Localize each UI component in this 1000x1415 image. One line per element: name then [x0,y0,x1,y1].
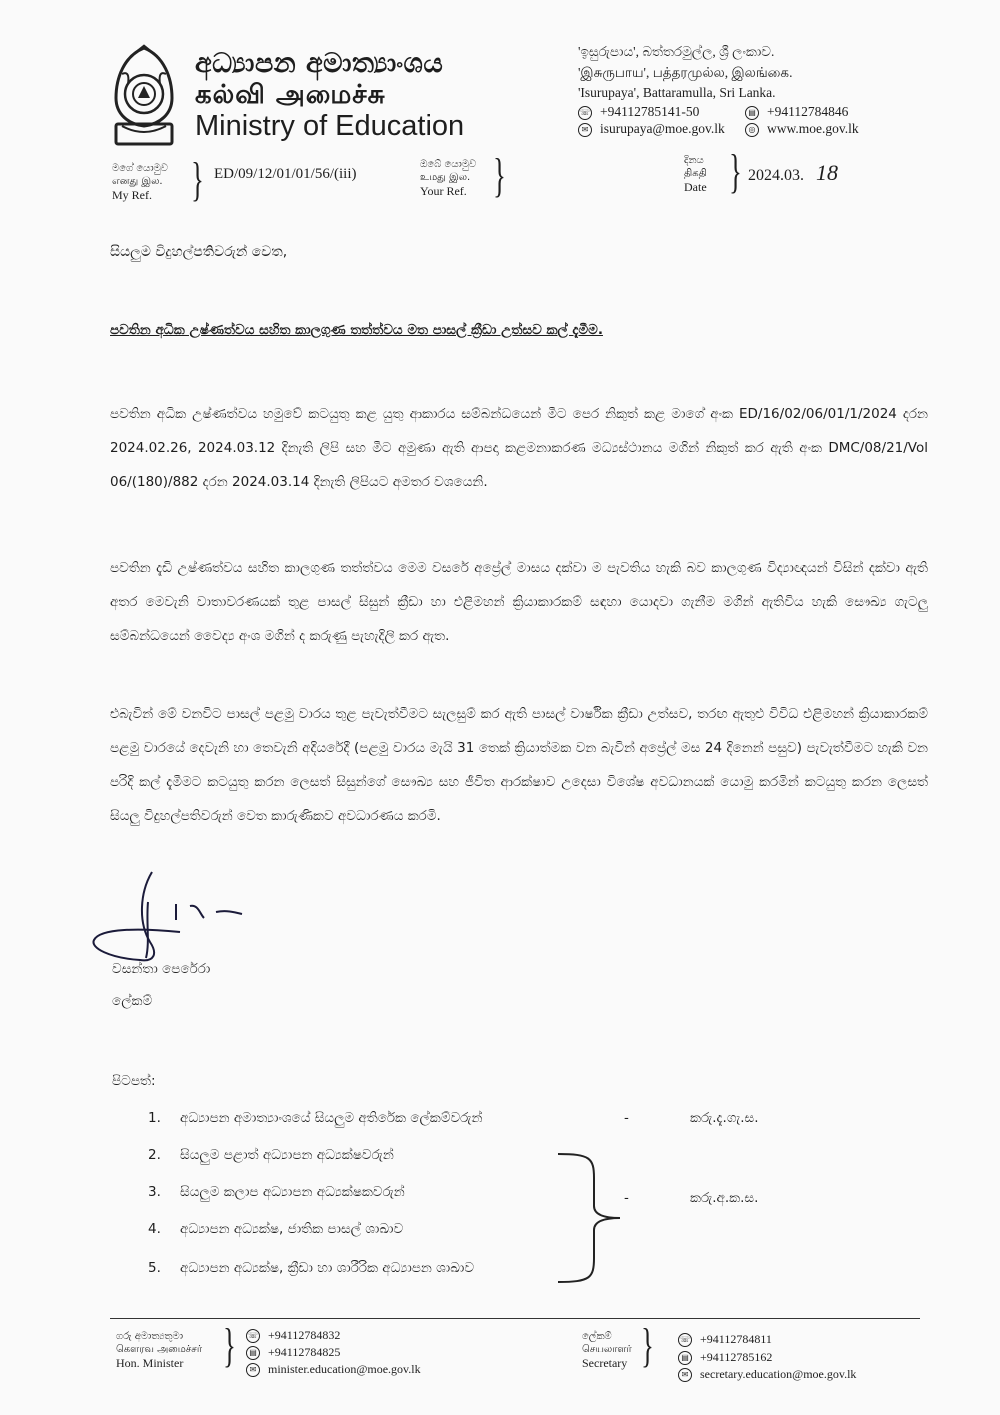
address-english: 'Isurupaya', Battaramulla, Sri Lanka. [578,85,776,100]
brace: } [641,1319,654,1372]
header-email-row [578,121,725,137]
phone-icon: ☏ [246,1329,260,1343]
your-ref-label-ta: உமது இல. [420,172,471,183]
copy-action: කරු.දැ.ගැ.ස. [690,1110,759,1126]
subject-line: පවතින අධික උෂ්ණත්වය සහිත කාලගුණ තත්ත්වය මත පාසල් ක්‍රීඩා උත්සව කල් දැමීම. [110,322,603,338]
your-ref-label-en: Your Ref. [420,184,467,198]
secretary-fax: +94112785162 [700,1350,773,1364]
minister-phone: +94112784832 [268,1328,341,1342]
my-ref-label-ta: எனது இல. [112,176,163,187]
brace: } [493,149,506,202]
header-phone-row [578,104,699,120]
secretary-label-ta: செயலாளர் [582,1344,632,1355]
copy-number: 4. [148,1221,161,1237]
header-email: isurupaya@moe.gov.lk [600,121,725,136]
signer-title: ලේකම් [112,993,153,1009]
copy-text: සියලුම පළාත් අධ්‍යාපන අධ්‍යක්ෂවරුන් [180,1147,394,1163]
minister-email: minister.education@moe.gov.lk [268,1362,421,1376]
header-phone: +94112785141-50 [600,104,700,119]
my-ref-value: ED/09/12/01/01/56/(iii) [214,166,357,182]
ministry-name-english: Ministry of Education [195,110,465,142]
email-icon: ✉ [246,1363,260,1377]
my-ref-label-si: මගේ යොමුව [112,163,168,174]
copy-item-1 [148,1110,482,1126]
my-ref-label-en: My Ref. [112,188,152,202]
date-day-handwritten: 18 [816,160,838,185]
copy-item-2 [148,1147,394,1163]
brace: } [223,1319,236,1372]
secretary-email-row [678,1367,856,1382]
brace: } [729,145,742,198]
signer-name: වසන්තා පෙරේරා [112,961,211,977]
address-tamil: 'இசுருபாய', பத்தரமுல்ல, இலங்கை. [578,65,793,80]
group-action: කරු.අ.ක.ස. [690,1190,759,1206]
date-label-ta: திகதி [684,168,707,179]
ministry-name-sinhala: අධ්‍යාපන අමාත්‍යාංශය [195,48,444,79]
copy-number: 1. [148,1110,161,1126]
minister-phone-row [246,1328,340,1343]
copy-item-5 [148,1260,474,1276]
email-icon: ✉ [678,1368,692,1382]
minister-email-row [246,1362,421,1377]
ministry-emblem [108,44,180,148]
phone-icon: ☏ [678,1333,692,1347]
header-fax-row [745,104,848,120]
body-paragraph-1: පවතින අධික උෂ්ණත්වය හමුවේ කටයුතු කළ යුතු ආකාරය සම්බන්ධයෙන් මීට පෙර නිකුත් කළ මාගේ අංක ED/16/02/06/01/1/2024 දරන 2024.02.26, 2024.03.12 දිනැති ලිපි සහ මීට අමුණා ඇති ආපදා කළමනාකරණ මධ්‍යස්ථානය මගින් නිකුත් කර ඇති අංක DMC/08/21/Vol 06/(180)/882 දරන 2024.03.14 දිනැති ලිපියට අමතර වශයෙනි. [110,406,928,490]
copy-dash: - [624,1110,629,1126]
copy-number: 3. [148,1184,161,1200]
your-ref-labels [420,158,476,199]
ministry-name-tamil: கல்வி அமைச்சு [195,80,386,110]
address-sinhala: 'ඉසුරුපාය', බත්තරමුල්ල, ශ්‍රී ලංකාව. [578,44,775,59]
email-icon: ✉ [578,123,592,137]
secretary-fax-row [678,1350,772,1365]
secretary-email: secretary.education@moe.gov.lk [700,1367,857,1381]
copy-item-3 [148,1184,405,1200]
copy-number: 2. [148,1147,161,1163]
date-printed: 2024.03. [748,167,804,184]
header-web-row [745,121,859,137]
copy-text: අධ්‍යාපන අමාත්‍යාංශයේ සියලුම අතිරේක ලේකම්වරුන් [180,1110,483,1126]
date-labels [684,154,707,195]
copies-heading: පිටපත්: [112,1073,156,1089]
web-icon: ◎ [745,123,759,137]
minister-fax: +94112784825 [268,1345,341,1359]
date-value [748,160,838,186]
footer-minister-labels [116,1330,202,1371]
secretary-phone-row [678,1332,772,1347]
salutation: සියලුම විදුහල්පතිවරුන් වෙත, [110,244,288,260]
minister-label-ta: கௌரவ அமைச்சர் [116,1344,203,1355]
handwritten-signature [80,862,270,972]
minister-label-en: Hon. Minister [116,1356,184,1370]
secretary-phone: +94112784811 [700,1332,772,1346]
secretary-label-en: Secretary [582,1356,628,1370]
copy-text: අධ්‍යාපන අධ්‍යක්ෂ, ක්‍රීඩා හා ශාරීරික අධ්‍යාපන ශාඛාව [180,1260,475,1276]
group-dash: - [624,1190,629,1206]
body-paragraph-2: පවතින දැඩි උෂ්ණත්වය සහිත කාලගුණ තත්ත්වය මෙම වසරේ අප්‍රේල් මාසය දක්වා ම පැවතිය හැකි බව කාලගුණ විද්‍යාඥයන් විසින් දක්වා ඇති අතර මෙවැනි වාතාවරණයක් තුළ පාසල් සිසුන් ක්‍රීඩා හා එළිමහන් ක්‍රියාකාරකම් සඳහා යොදවා ගැනීම මගින් ඇතිවිය හැකි සෞඛ්‍ය ගැටලු සම්බන්ධයෙන් වෛද්‍ය අංශ මගින් ද කරුණු පැහැදිලි කර ඇත. [110,560,928,644]
copy-text: අධ්‍යාපන අධ්‍යක්ෂ, ජාතික පාසල් ශාඛාව [180,1221,404,1237]
copy-item-4 [148,1221,403,1237]
copy-text: සියලුම කලාප අධ්‍යාපන අධ්‍යක්ෂකවරුන් [180,1184,405,1200]
fax-icon: ▤ [678,1351,692,1365]
secretary-label-si: ලේකම් [582,1331,612,1342]
fax-icon: ▤ [745,106,759,120]
minister-fax-row [246,1345,340,1360]
your-ref-label-si: ඔබේ යොමුව [420,159,477,170]
phone-icon: ☏ [578,106,592,120]
group-brace [550,1148,640,1288]
copy-number: 5. [148,1260,161,1276]
header-web: www.moe.gov.lk [767,121,859,136]
brace: } [191,153,204,206]
footer-secretary-labels [582,1330,632,1371]
date-label-en: Date [684,180,707,194]
header-fax: +94112784846 [767,104,849,119]
body-paragraph-3: එබැවින් මේ වනවිට පාසල් පළමු වාරය තුළ පැවැත්වීමට සැලසුම් කර ඇති පාසල් වාර්ෂික ක්‍රීඩා උත්සව, තරඟ ඇතුළු විවිධ එළිමහන් ක්‍රියාකාරකම් පළමු වාරයේ දෙවැනි හා තෙවැනි අදියරේදී (පළමු වාරය මැයි 31 තෙක් ක්‍රියාත්මක වන බැවින් අප්‍රේල් මස 24 දිනෙන් පසුව) පැවැත්වීමට හැකි වන පරිදි කල් දැමීමට කටයුතු කරන ලෙසත් සිසුන්ගේ සෞඛ්‍ය සහ ජීවිත ආරක්ෂාව උදෙසා විශේෂ අවධානයක් යොමු කරමින් කටයුතු කරන ලෙසත් සියලු විදුහල්පතිවරුන් වෙත කාරුණිකව අවධාරණය කරමි. [110,706,928,824]
my-ref-labels [112,162,168,203]
date-label-si: දිනය [684,155,704,166]
fax-icon: ▤ [246,1346,260,1360]
minister-label-si: ගරු අමාත්‍යතුමා [116,1331,184,1342]
